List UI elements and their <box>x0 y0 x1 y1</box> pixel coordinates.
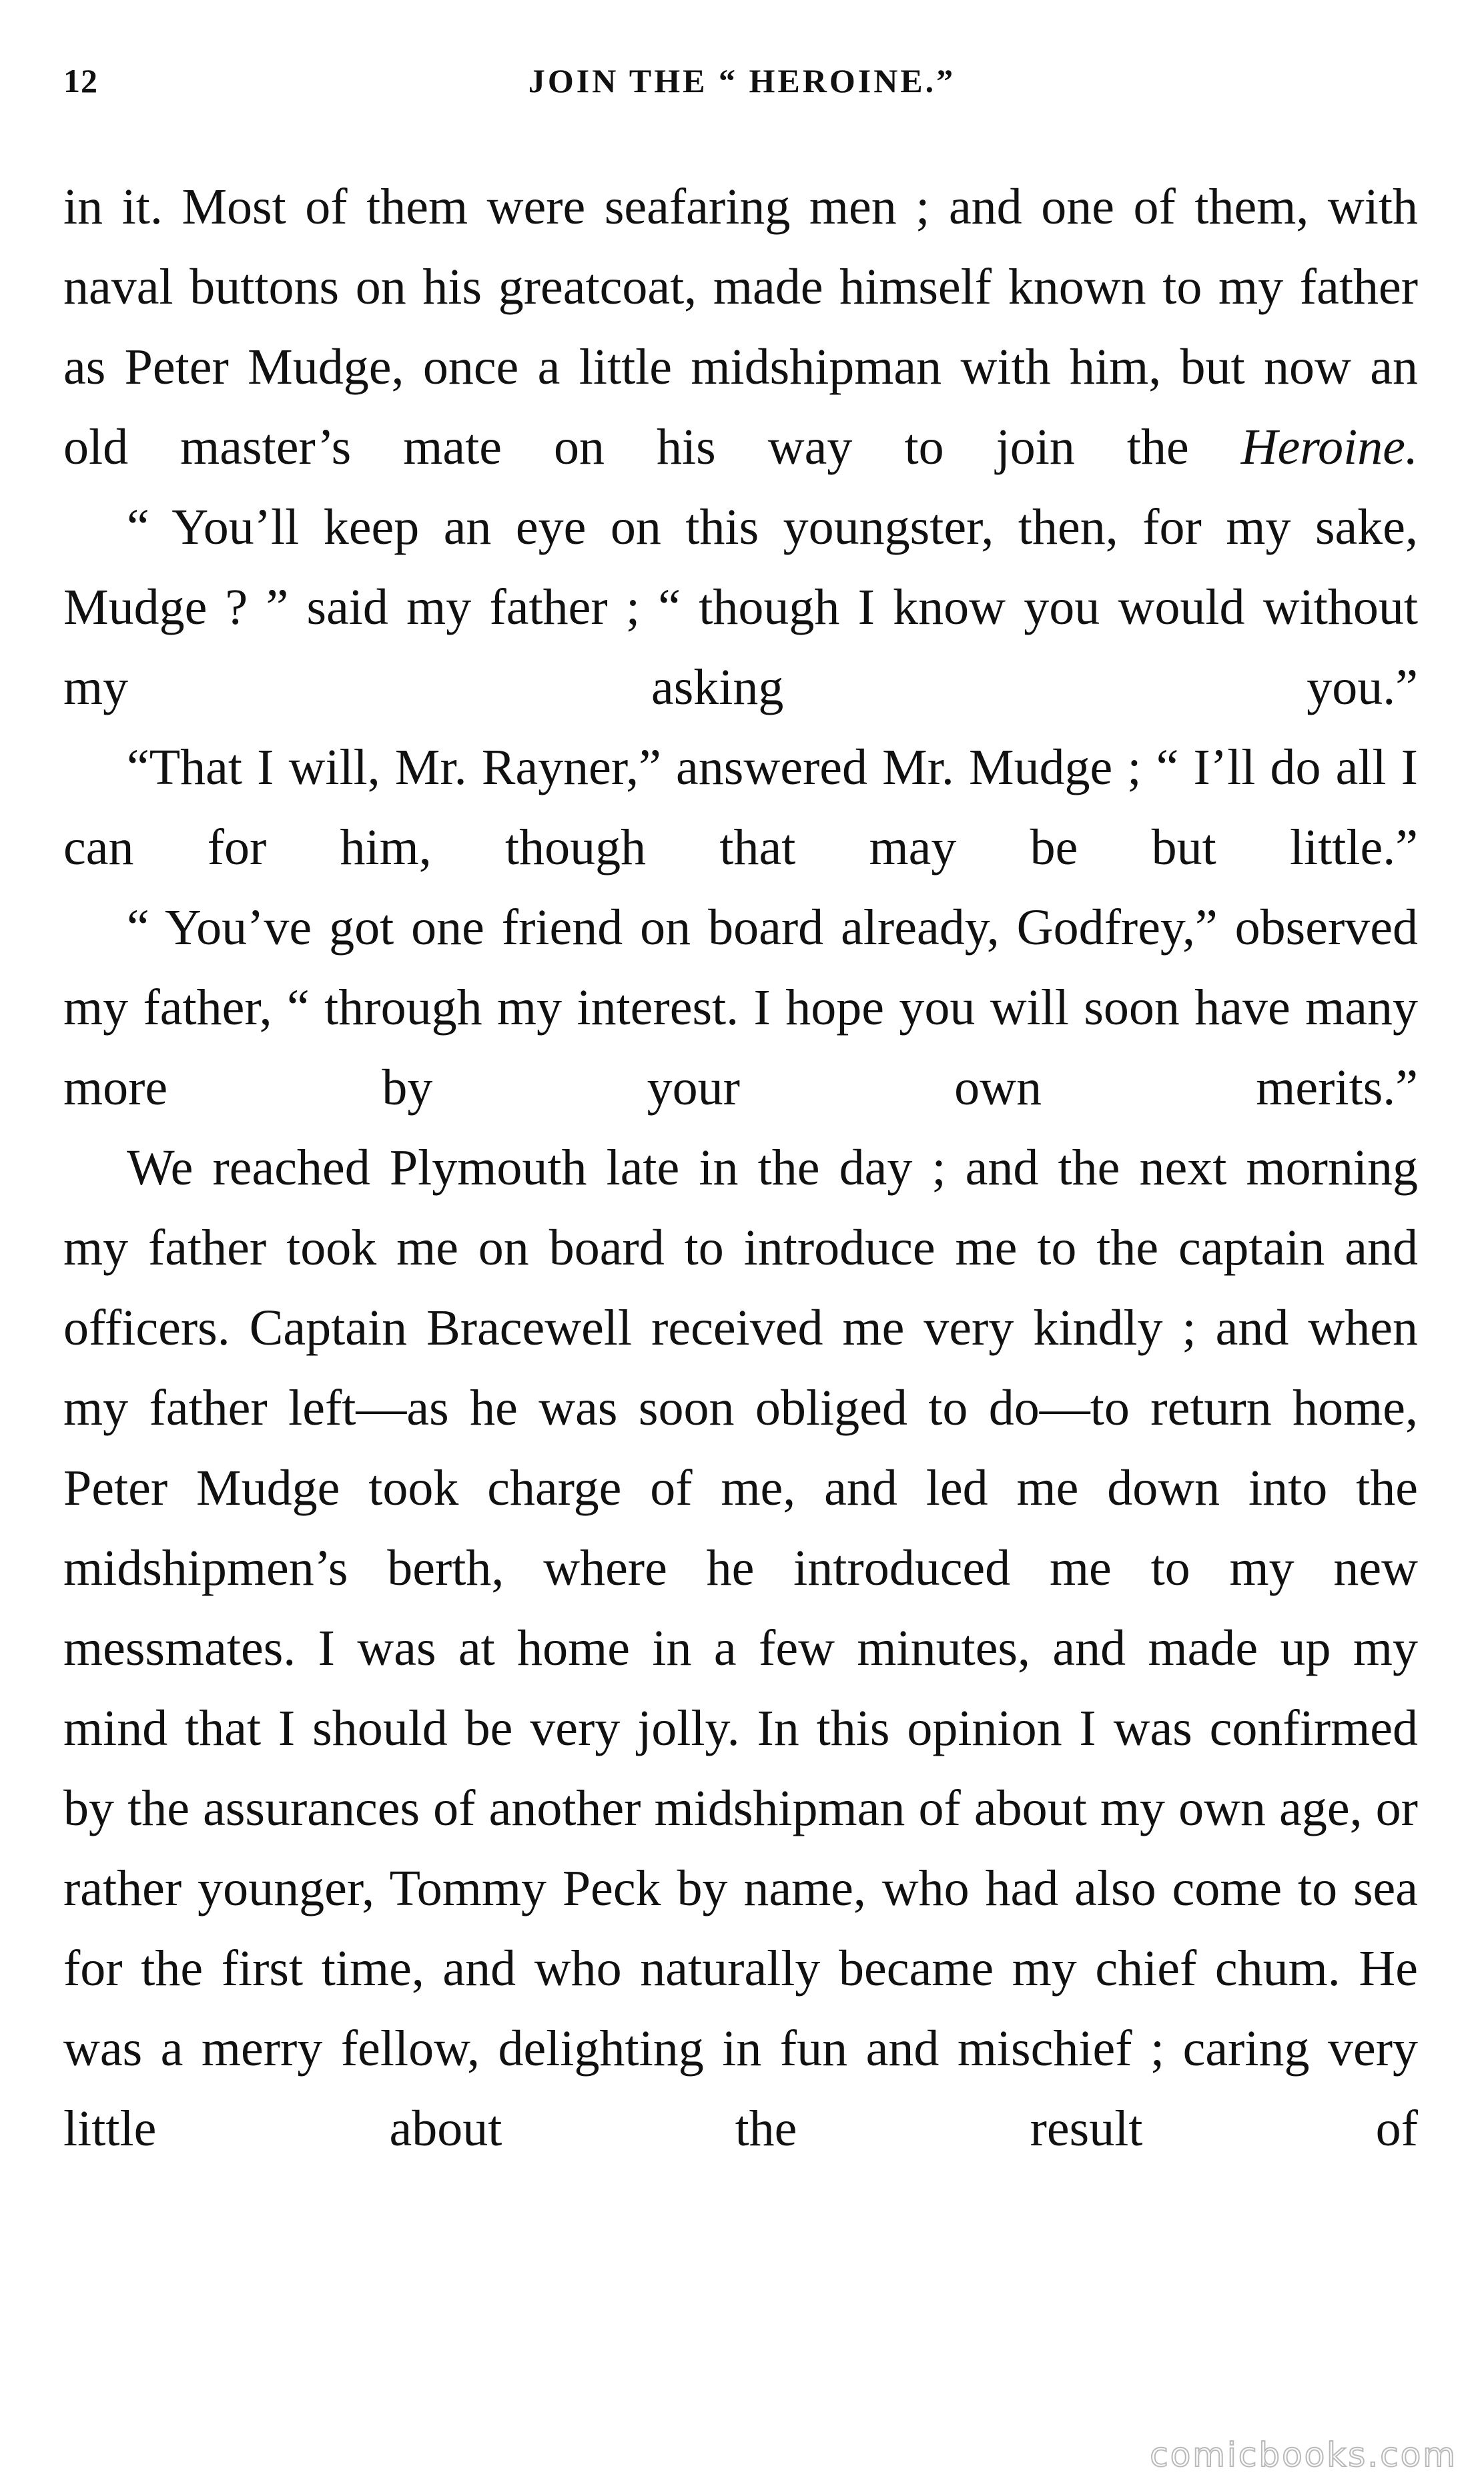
watermark: comicbooks.com <box>1150 2436 1457 2474</box>
paragraph-1-text: in it. Most of them were seafaring men ; and one of them, with naval buttons on his greatcoat, made himself known to my father as Peter Mudge, once a little midshipman with him, but now an old master’s mate on his way to join the <box>63 179 1418 475</box>
running-head <box>63 61 1421 121</box>
ship-name-italic: Heroine. <box>1240 419 1418 475</box>
running-title: JOIN THE “ HEROINE.” <box>528 62 956 99</box>
paragraph-4: “ You’ve got one friend on board already, Godfrey,” observed my father, “ through my interest. I hope you will soon have many more by your own merits.” <box>63 900 1418 1116</box>
page-number: 12 <box>63 62 98 99</box>
paragraph-1 <box>63 167 1418 487</box>
body-text <box>63 167 1418 2169</box>
paragraph-2: “ You’ll keep an eye on this youngster, then, for my sake, Mudge ? ” said my father ; “ though I know you would without my asking you.” <box>63 499 1418 715</box>
paragraph-5: We reached Plymouth late in the day ; and the next morning my father took me on board to introduce me to the captain and officers. Captain Bracewell received me very kindly ; and when my father left—as he was soon obliged to do—to return home, Peter Mudge took charge of me, and led me down into the midshipmen’s berth, where he introduced me to my new messmates. I was at home in a few minutes, and made up my mind that I should be very jolly. In this opinion I was confirmed by the assurances of another midshipman of about my own age, or rather younger, Tommy Peck by name, who had also come to sea for the first time, and who naturally became my chief chum. He was a merry fellow, delighting in fun and mischief ; caring very little about the result of <box>63 1140 1418 2157</box>
paragraph-3: “That I will, Mr. Rayner,” answered Mr. Mudge ; “ I’ll do all I can for him, though that may be but little.” <box>63 739 1418 875</box>
